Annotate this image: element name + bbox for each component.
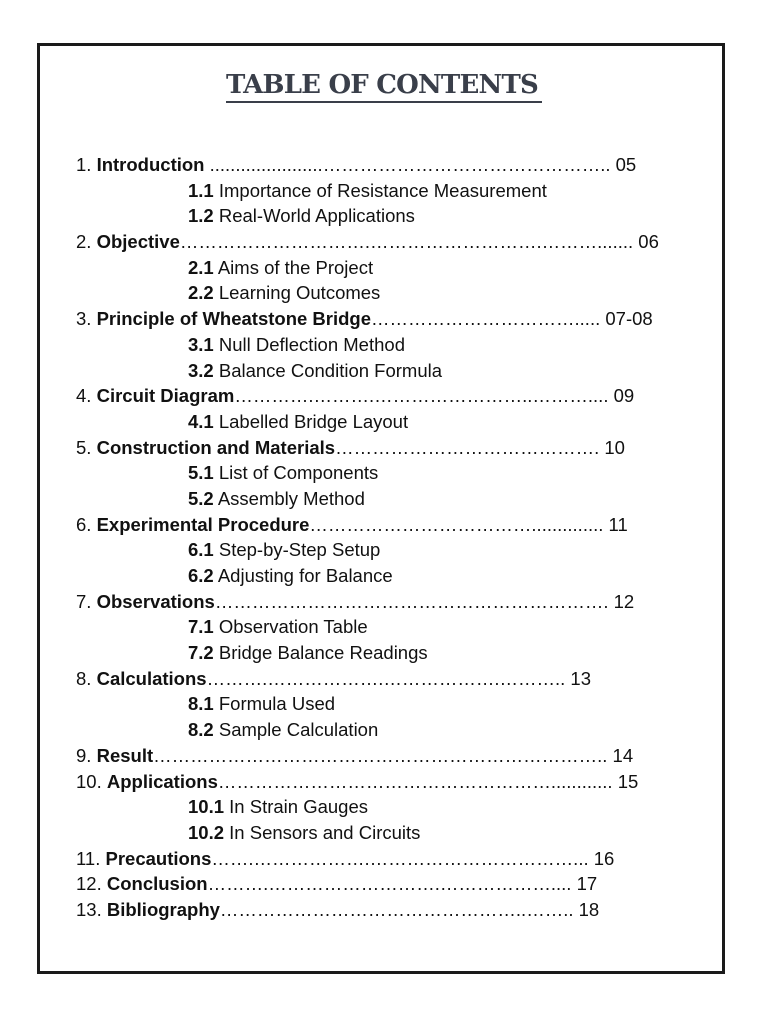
toc-entry-label: Null Deflection Method — [218, 333, 405, 355]
toc-subentry — [0, 280, 768, 306]
toc-page-number: 09 — [613, 385, 635, 407]
toc-entry-number: 7. — [76, 590, 92, 612]
toc-entry-number: 6.2 — [188, 565, 214, 586]
toc-leader-dots: ……………………………….............. — [309, 513, 609, 535]
toc-entry-label: Observations — [96, 590, 215, 612]
toc-entry-label: Bibliography — [106, 898, 220, 920]
toc-entry — [0, 152, 768, 178]
toc-page-number: 12 — [613, 590, 635, 612]
toc-subentry — [0, 563, 768, 589]
toc-entry — [0, 897, 768, 923]
toc-entry-number: 3.1 — [188, 333, 214, 355]
toc-entry-number: 3.2 — [188, 359, 214, 381]
toc-entry-label: Applications — [106, 770, 218, 792]
toc-entry-number: 10.2 — [188, 821, 225, 843]
toc-page-number: 05 — [615, 154, 637, 175]
toc-entry — [0, 306, 768, 332]
toc-entry-label: Bridge Balance Readings — [218, 642, 428, 664]
toc-entry-label: Formula Used — [218, 693, 336, 715]
toc-page-number: 14 — [612, 744, 634, 766]
page-title — [0, 70, 768, 100]
toc-entry-number: 1.2 — [188, 205, 214, 227]
toc-entry-label: Introduction — [96, 154, 205, 175]
toc-entry-number: 2.1 — [188, 256, 214, 278]
toc-entry-number: 8.1 — [188, 693, 214, 715]
toc-leader-dots: ……………………………………………………………….. — [153, 744, 613, 766]
toc-subentry — [0, 614, 768, 640]
toc-list — [0, 152, 768, 923]
toc-entry-label: Observation Table — [218, 616, 368, 638]
toc-entry-label: Precautions — [105, 847, 212, 869]
toc-entry-number: 1. — [76, 154, 92, 175]
toc-page-number: 15 — [617, 770, 639, 792]
toc-entry-label: Principle of Wheatstone Bridge — [96, 308, 372, 330]
toc-entry-number: 4.1 — [188, 410, 214, 432]
toc-entry-label: Balance Condition Formula — [218, 359, 443, 381]
toc-leader-dots: ……………………………..... — [371, 308, 606, 330]
toc-leader-dots: ………………………………………………............ — [217, 770, 618, 792]
toc-leader-dots: ……….……………………….……………….... — [207, 873, 577, 895]
toc-entry-number: 7.2 — [188, 642, 214, 664]
toc-entry-label: Aims of the Project — [217, 256, 374, 278]
toc-subentry — [0, 717, 768, 743]
toc-leader-dots: ………….……….……………………..……….... — [234, 385, 614, 407]
toc-entry-label: Conclusion — [106, 873, 208, 895]
toc-entry — [0, 229, 768, 255]
toc-entry-label: Result — [96, 744, 154, 766]
toc-page-number: 11 — [608, 513, 628, 535]
toc-entry — [0, 589, 768, 615]
toc-entry-number: 5.2 — [188, 487, 214, 509]
toc-entry — [0, 871, 768, 897]
toc-entry-label: Sample Calculation — [218, 719, 379, 741]
toc-subentry — [0, 537, 768, 563]
toc-entry-label: List of Components — [218, 462, 379, 484]
toc-subentry — [0, 332, 768, 358]
toc-entry-number: 4. — [76, 385, 92, 407]
toc-entry-label: Construction and Materials — [96, 436, 336, 458]
toc-page-number: 10 — [604, 436, 625, 458]
toc-entry-label: Assembly Method — [217, 487, 365, 509]
toc-entry-number: 3. — [76, 308, 92, 330]
toc-page-number: 16 — [593, 847, 615, 869]
toc-subentry — [0, 640, 768, 666]
toc-entry-number: 7.1 — [188, 616, 214, 638]
toc-page-number: 07-08 — [605, 308, 653, 330]
toc-subentry — [0, 794, 768, 820]
toc-entry-number: 8.2 — [188, 719, 214, 741]
toc-leader-dots: ………………………………………………………. — [214, 590, 614, 612]
toc-entry — [0, 383, 768, 409]
toc-entry-number: 10.1 — [188, 796, 225, 818]
toc-leader-dots: ......................……………………………………….. — [204, 154, 616, 175]
toc-entry-number: 2.2 — [188, 282, 214, 304]
toc-subentry — [0, 178, 768, 204]
toc-leader-dots: …………………………………………..…….. — [219, 898, 579, 920]
toc-entry-label: Learning Outcomes — [218, 282, 381, 304]
toc-entry-number: 6.1 — [188, 539, 214, 561]
toc-entry-number: 5. — [76, 436, 92, 458]
toc-page-number: 13 — [570, 667, 591, 689]
toc-subentry — [0, 691, 768, 717]
toc-entry — [0, 846, 768, 872]
toc-subentry — [0, 409, 768, 435]
toc-leader-dots: ………………………….……………………….………....... — [179, 231, 639, 253]
page-title-text: TABLE OF CONTENTS — [226, 70, 542, 103]
toc-entry-number: 11. — [76, 847, 101, 869]
toc-page-number: 18 — [578, 898, 600, 920]
toc-leader-dots: …….……………….……………………………... — [211, 847, 594, 869]
toc-subentry — [0, 358, 768, 384]
toc-entry-number: 13. — [76, 898, 102, 920]
toc-entry-number: 10. — [76, 770, 102, 792]
toc-entry-number: 6. — [76, 513, 92, 535]
toc-leader-dots: ……….……………….……………….……….. — [206, 667, 571, 689]
toc-entry-label: In Strain Gauges — [229, 796, 368, 818]
toc-entry-label: Calculations — [96, 667, 207, 689]
toc-entry-label: Importance of Resistance Measurement — [218, 179, 547, 201]
toc-entry-number: 12. — [76, 873, 102, 895]
toc-entry-label: Objective — [96, 231, 180, 253]
toc-subentry — [0, 460, 768, 486]
toc-entry-number: 2. — [76, 231, 92, 253]
toc-entry — [0, 769, 768, 795]
toc-page-number: 17 — [576, 873, 598, 895]
toc-subentry — [0, 486, 768, 512]
toc-subentry — [0, 820, 768, 846]
toc-entry-label: Labelled Bridge Layout — [218, 410, 409, 432]
toc-entry-label: In Sensors and Circuits — [229, 821, 421, 843]
toc-entry-label: Experimental Procedure — [96, 513, 310, 535]
toc-subentry — [0, 203, 768, 229]
toc-subentry — [0, 255, 768, 281]
toc-entry-label: Step-by-Step Setup — [218, 539, 381, 561]
toc-entry-number: 5.1 — [188, 462, 214, 484]
toc-entry — [0, 512, 768, 538]
toc-entry — [0, 666, 768, 692]
toc-entry-number: 1.1 — [188, 179, 214, 201]
toc-entry-label: Adjusting for Balance — [217, 565, 393, 586]
toc-entry — [0, 743, 768, 769]
toc-entry-label: Real-World Applications — [218, 205, 415, 227]
toc-leader-dots: ……………………………………. — [335, 436, 605, 458]
toc-page-number: 06 — [638, 231, 659, 253]
toc-entry-number: 8. — [76, 667, 92, 689]
toc-entry — [0, 435, 768, 461]
toc-entry-number: 9. — [76, 744, 92, 766]
toc-entry-label: Circuit Diagram — [96, 385, 235, 407]
